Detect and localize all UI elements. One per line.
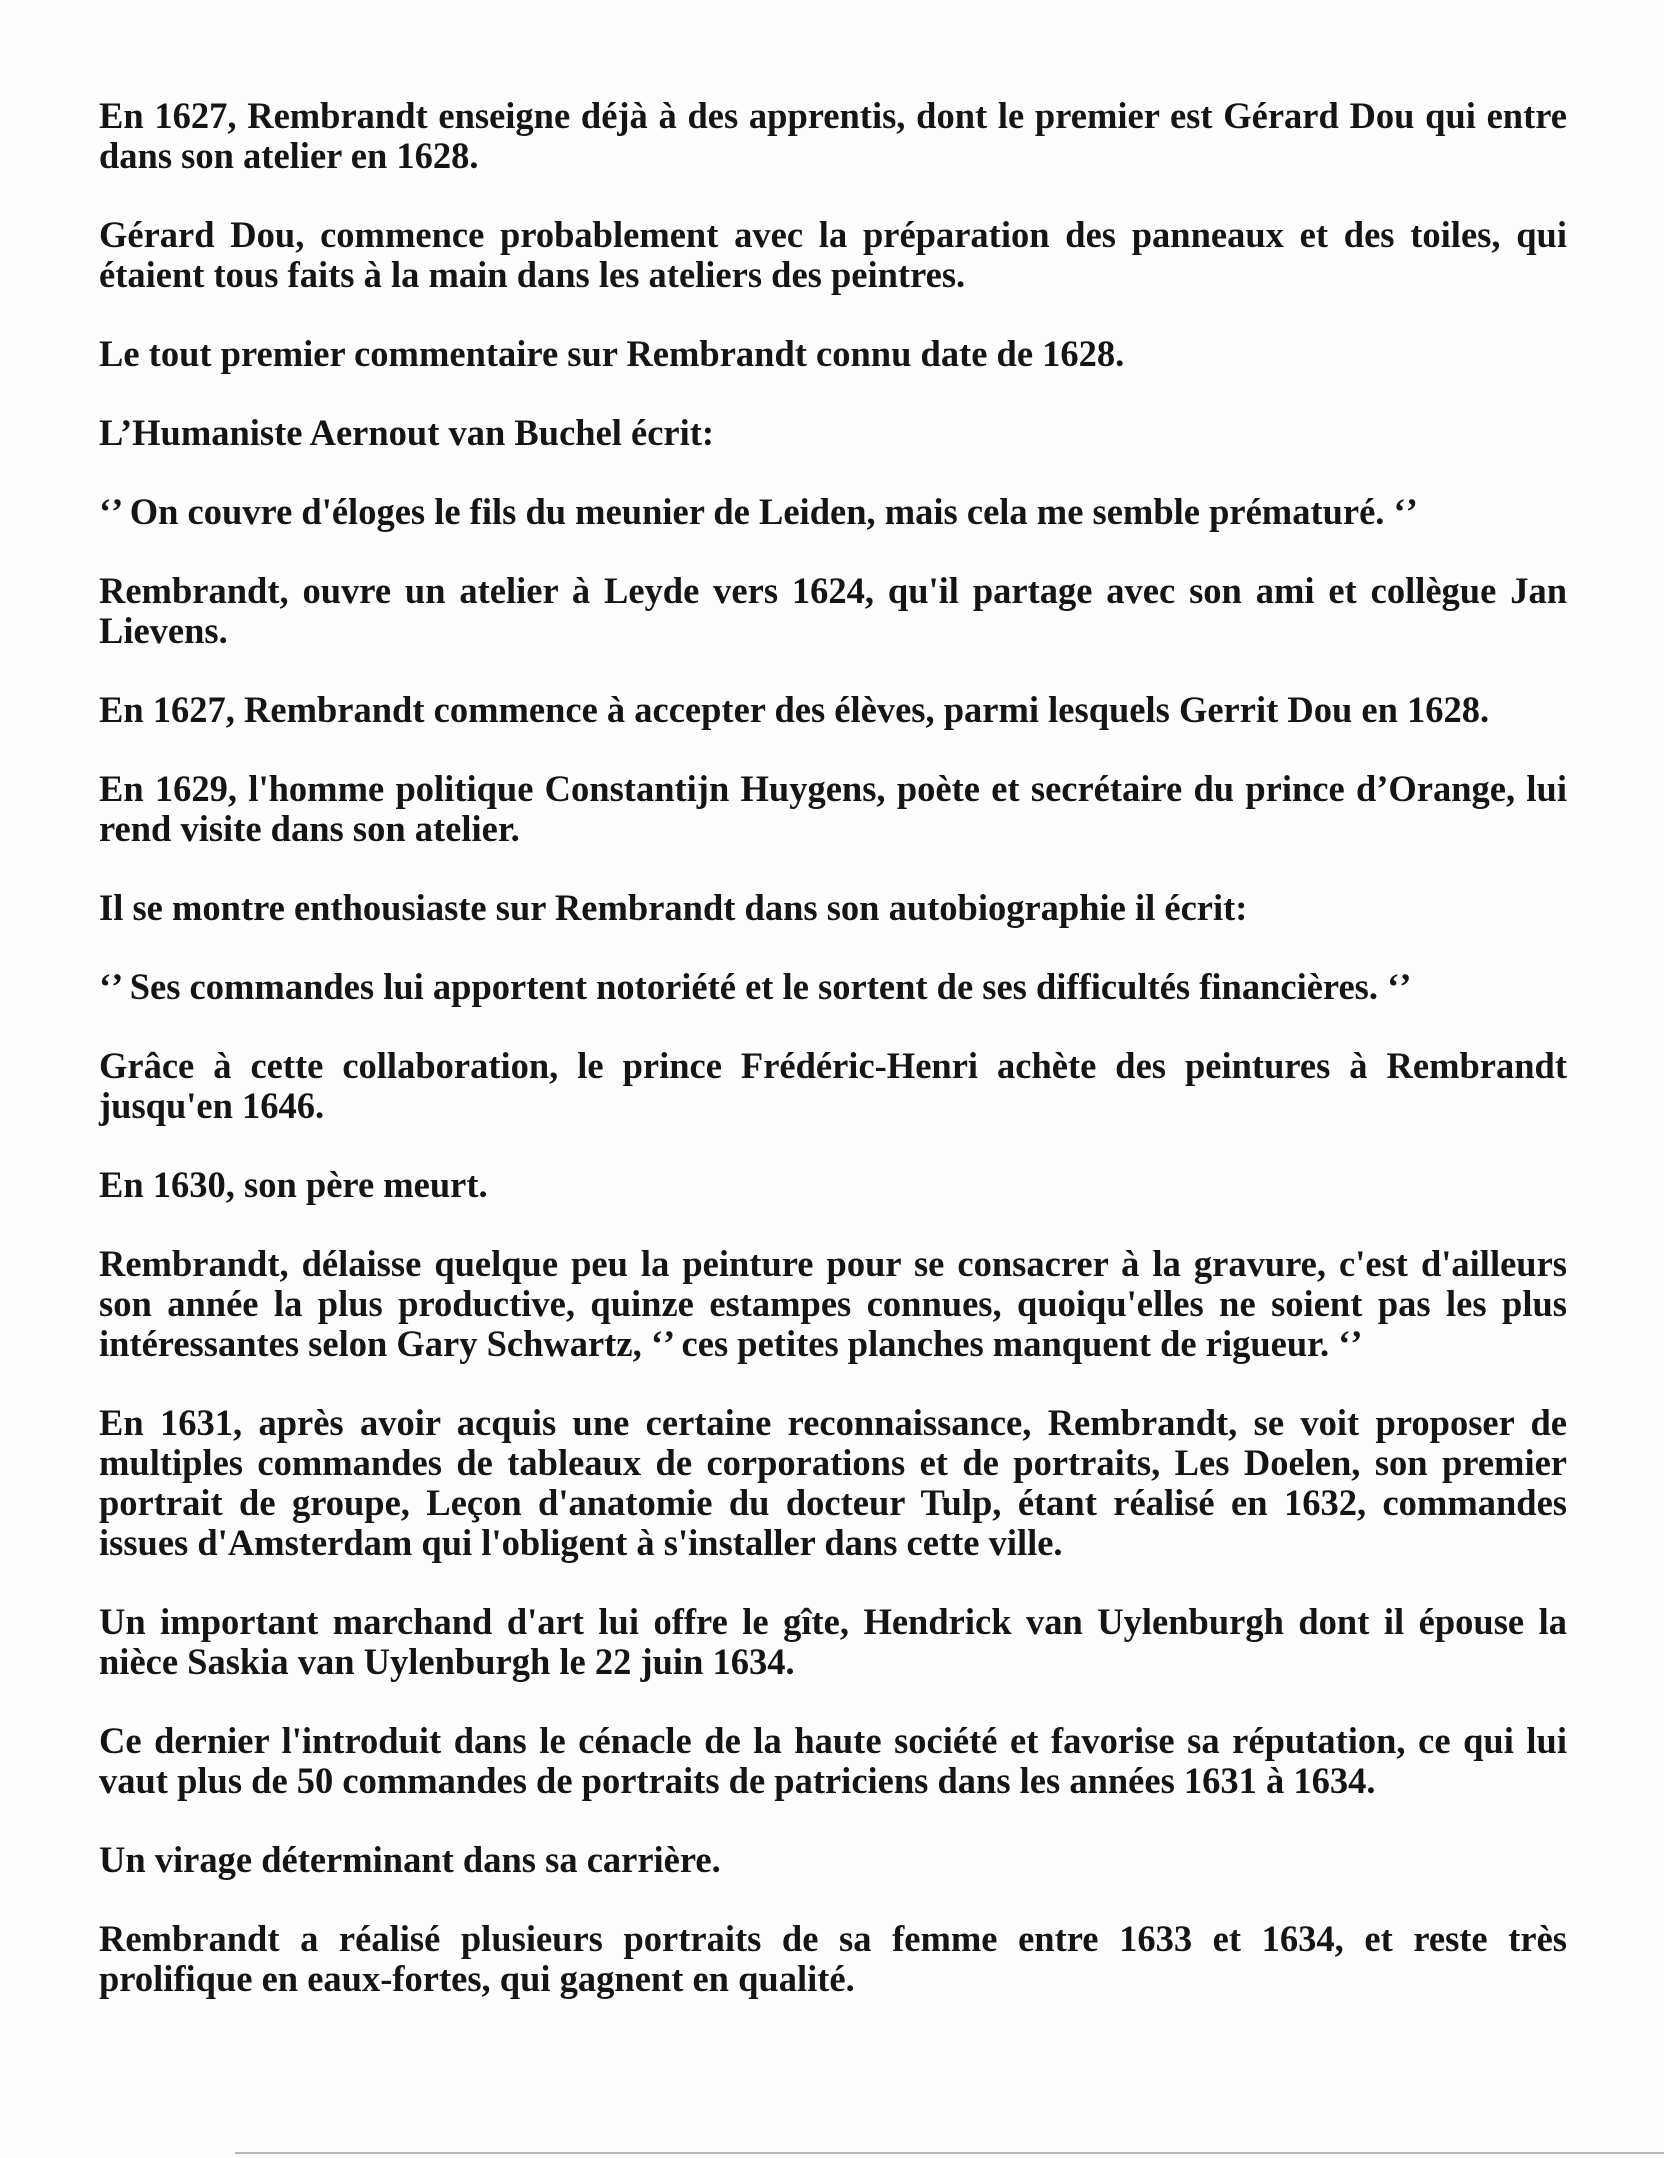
paragraph-3: Le tout premier commentaire sur Rembrandt connu date de 1628. xyxy=(99,333,1125,374)
paragraph-2: Gérard Dou, commence probablement avec la préparation des panneaux et des toiles, qui étaient tous faits à la main dans les ateliers des peintres. xyxy=(99,214,1567,295)
paragraph-14: En 1631, après avoir acquis une certaine reconnaissance, Rembrandt, se voit proposer de multiples commandes de tableaux de corporations et de portraits, Les Doelen, son premier portrait de groupe, Leçon d'anatomie du docteur Tulp, étant réalisé en 1632, commandes issues d'Amsterdam qui l'obligent à s'installer dans cette ville. xyxy=(99,1402,1567,1563)
paragraph-1: En 1627, Rembrandt enseigne déjà à des apprentis, dont le premier est Gérard Dou qui entre dans son atelier en 1628. xyxy=(99,95,1567,176)
quote-1: ‘’ On couvre d'éloges le fils du meunier de Leiden, mais cela me semble prématuré. ‘’ xyxy=(99,491,1418,532)
paragraph-18: Rembrandt a réalisé plusieurs portraits de sa femme entre 1633 et 1634, et reste très prolifique en eaux-fortes, qui gagnent en qualité. xyxy=(99,1918,1567,1999)
paragraph-8: En 1629, l'homme politique Constantijn Huygens, poète et secrétaire du prince d’Orange, lui rend visite dans son atelier. xyxy=(99,768,1567,849)
paragraph-17: Un virage déterminant dans sa carrière. xyxy=(99,1839,721,1880)
footer-divider xyxy=(235,2152,1664,2154)
paragraph-15: Un important marchand d'art lui offre le gîte, Hendrick van Uylenburgh dont il épouse la nièce Saskia van Uylenburgh le 22 juin 1634. xyxy=(99,1601,1567,1682)
quote-2: ‘’ Ses commandes lui apportent notoriété et le sortent de ses difficultés financières. ‘’ xyxy=(99,966,1412,1007)
body-text xyxy=(99,96,1567,2038)
paragraph-9: Il se montre enthousiaste sur Rembrandt dans son autobiographie il écrit: xyxy=(99,887,1248,928)
paragraph-12: En 1630, son père meurt. xyxy=(99,1164,488,1205)
paragraph-16: Ce dernier l'introduit dans le cénacle de la haute société et favorise sa réputation, ce qui lui vaut plus de 50 commandes de portraits de patriciens dans les années 1631 à 1634. xyxy=(99,1720,1567,1801)
paragraph-4: L’Humaniste Aernout van Buchel écrit: xyxy=(99,412,715,453)
paragraph-13: Rembrandt, délaisse quelque peu la peinture pour se consacrer à la gravure, c'est d'ailleurs son année la plus productive, quinze estampes connues, quoiqu'elles ne soient pas les plus intéressantes selon Gary Schwartz, ‘’ ces petites planches manquent de rigueur. ‘’ xyxy=(99,1243,1567,1364)
paragraph-6: Rembrandt, ouvre un atelier à Leyde vers 1624, qu'il partage avec son ami et collègue Jan Lievens. xyxy=(99,570,1567,651)
paragraph-7: En 1627, Rembrandt commence à accepter des élèves, parmi lesquels Gerrit Dou en 1628. xyxy=(99,689,1490,730)
paragraph-11: Grâce à cette collaboration, le prince Frédéric-Henri achète des peintures à Rembrandt jusqu'en 1646. xyxy=(99,1045,1567,1126)
